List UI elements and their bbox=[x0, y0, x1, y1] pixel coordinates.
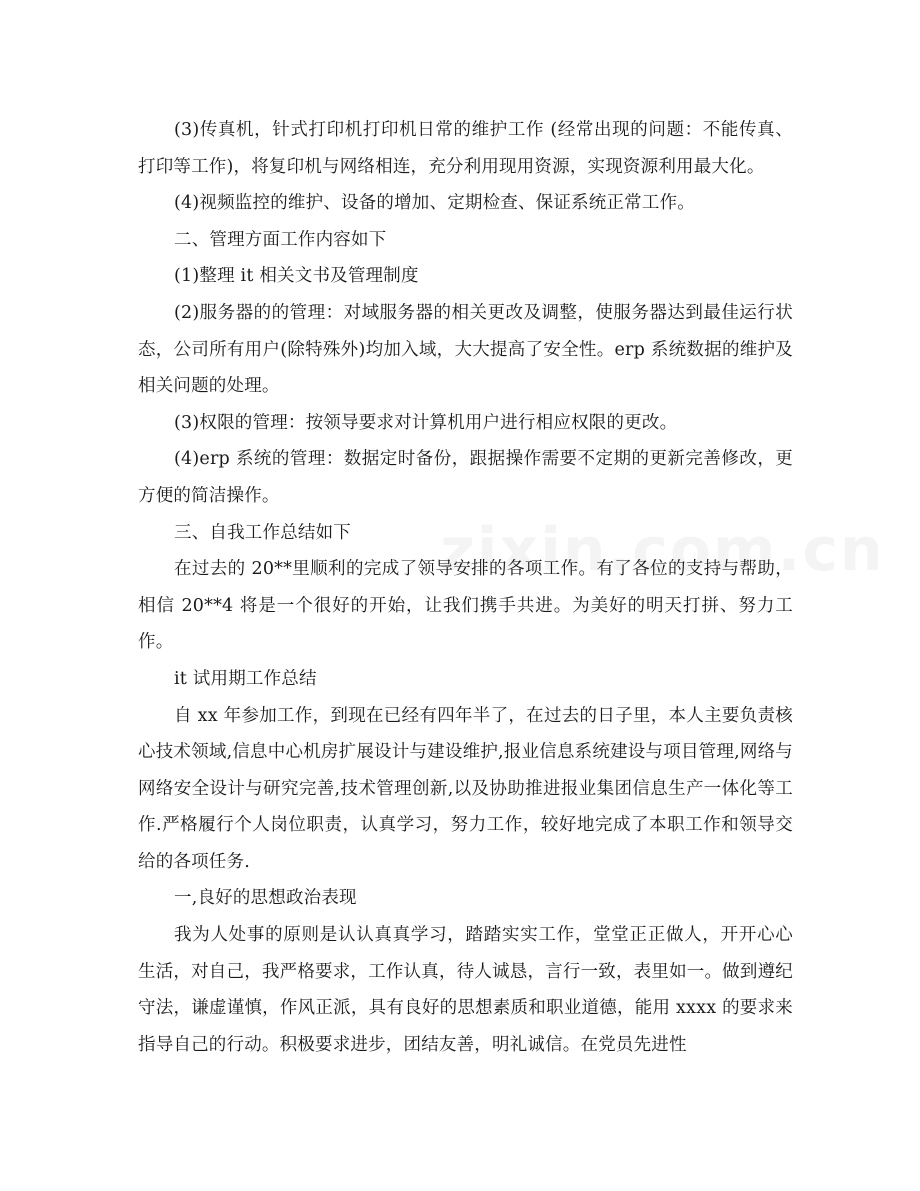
paragraph-personal-principles: 我为人处事的原则是认认真真学习，踏踏实实工作，堂堂正正做人，开开心心生活，对自己，我严格要求，工作认真，待人诚恳，言行一致，表里如一。做到遵纪守法，谦虚谨慎，作风正派，具有良好的思想素质和职业道德，能用 xxxx 的要求来指导自己的行动。积极要求进步，团结友善，明礼诚信。在党员先进性 bbox=[138, 925, 793, 1055]
paragraph-work-history: 自 xx 年参加工作，到现在已经有四年半了，在过去的日子里，本人主要负责核心技术领域,信息中心机房扩展设计与建设维护,报业信息系统建设与项目管理,网络与网络安全设计与研究完善,技术管理创新,以及协助推进报业集团信息生产一体化等工作.严格履行个人岗位职责，认真学习，努力工作，较好地完成了本职工作和领导交给的各项任务. bbox=[138, 705, 793, 872]
section-heading-self-summary: 三、自我工作总结如下 bbox=[174, 522, 351, 543]
paragraph-erp-management: (4)erp 系统的管理：数据定时备份，跟据操作需要不定期的更新完善修改，更方便的简洁操作。 bbox=[138, 449, 793, 506]
section-heading-probation-summary: it 试用期工作总结 bbox=[174, 668, 317, 689]
document-body bbox=[138, 112, 793, 1063]
section-heading-political-performance: 一,良好的思想政治表现 bbox=[174, 888, 357, 909]
paragraph-server-management: (2)服务器的的管理：对域服务器的相关更改及调整，使服务器达到最佳运行状态，公司所有用户(除特殊外)均加入域，大大提高了安全性。erp 系统数据的维护及相关问题的处理。 bbox=[138, 302, 793, 397]
paragraph-video-surveillance: (4)视频监控的维护、设备的增加、定期检查、保证系统正常工作。 bbox=[174, 193, 695, 214]
section-heading-management: 二、管理方面工作内容如下 bbox=[174, 229, 387, 250]
paragraph-permission-management: (3)权限的管理：按领导要求对计算机用户进行相应权限的更改。 bbox=[174, 412, 678, 433]
paragraph-past-year-summary: 在过去的 20**里顺利的完成了领导安排的各项工作。有了各位的支持与帮助，相信 20**4 将是一个很好的开始，让我们携手共进。为美好的明天打拼、努力工作。 bbox=[138, 559, 793, 653]
paragraph-fax-printer-maintenance: (3)传真机，针式打印机打印机日常的维护工作 (经常出现的问题：不能传真、打印等工作)，将复印机与网络相连，充分利用现用资源，实现资源利用最大化。 bbox=[138, 120, 793, 177]
paragraph-it-documents: (1)整理 it 相关文书及管理制度 bbox=[174, 266, 419, 287]
